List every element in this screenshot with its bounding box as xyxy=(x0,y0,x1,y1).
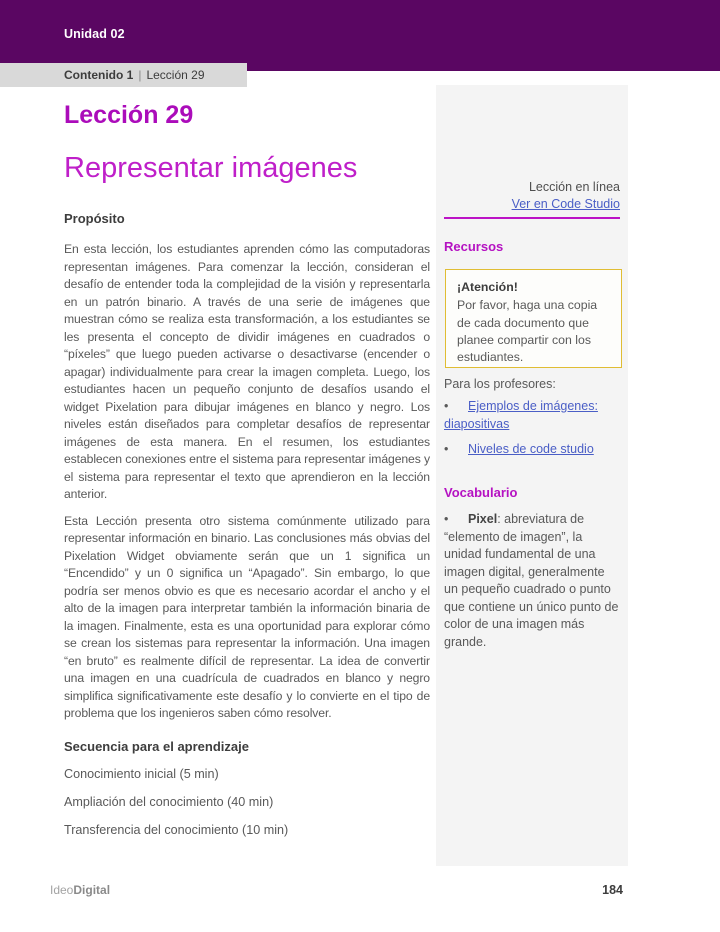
breadcrumb-separator: | xyxy=(138,68,142,82)
purpose-heading: Propósito xyxy=(64,211,125,226)
purpose-paragraph-1: En esta lección, los estudiantes aprenden cómo las computadoras representan imágenes. Para comenzar la lección, consideran el desafío de entender toda la complejidad de la visión y representarla en un patrón binario. A través de una serie de imágenes que muestran cómo se realiza esta transformación, a los estudiantes se les presenta el concepto de dividir imágenes en cuadrados o “píxeles” que luego pueden activarse o desactivarse (encender o apagar) individualmente para crear la imagen completa. Luego, los estudiantes hacen un pequeño conjunto de desafíos usando el widget Pixelation para dibujar imágenes en blanco y negro. Los niveles están diseñados para completar desafíos de representar imágenes de esta manera. En el resumen, los estudiantes establecen conexiones entre el sistema para representar imágenes y el sistema para representar el texto que aprendieron en la lección anterior. xyxy=(64,242,431,501)
bullet-icon: • xyxy=(444,399,449,413)
sidebar xyxy=(436,85,628,866)
unit-label: Unidad 02 xyxy=(64,27,125,41)
vocabulary-item xyxy=(444,511,620,651)
main-content xyxy=(64,0,430,932)
lesson-number-heading: Lección 29 xyxy=(64,101,194,129)
breadcrumb-lesson: Lección 29 xyxy=(146,68,205,82)
bullet-icon: • xyxy=(444,512,449,526)
attention-box xyxy=(445,269,622,368)
online-lesson-block xyxy=(444,179,620,213)
sequence-item-1: Conocimiento inicial (5 min) xyxy=(64,767,219,781)
sequence-heading: Secuencia para el aprendizaje xyxy=(64,739,249,754)
purpose-paragraph-2: Esta Lección presenta otro sistema comúnmente utilizado para representar información en binario. Las conclusiones más obvias del Pixelation Widget obviamente serán que un 1 significa un “Encendido” y un 0 significa un “Apagado”. Sin embargo, lo que podría ser menos obvio es que es necesario acordar el ancho y el alto de la imagen para interpretar también la información binaria de la imagen. Finalmente, esta es una oportunidad para explorar cómo se crean los sistemas para representar la información. Una imagen “en bruto” es realmente difícil de representar. La idea de convertir una imagen en una cuadrícula de cuadrados en blanco y negro simplifica significativamente este desafío y lo convierte en el tipo de problema que los ingenieros saben cómo resolver. xyxy=(64,513,430,720)
resources-heading: Recursos xyxy=(444,239,504,254)
sequence-item-3: Transferencia del conocimiento (10 min) xyxy=(64,823,289,837)
page-title: Representar imágenes xyxy=(64,152,358,184)
attention-body: Por favor, haga una copia de cada documento que planee compartir con los estudiantes. xyxy=(457,298,598,365)
page-number: 184 xyxy=(602,883,623,897)
vocabulary-heading: Vocabulario xyxy=(444,485,518,500)
vocab-definition: : abreviatura de “elemento de imagen”, la unidad fundamental de una imagen digital, generalmente un pequeño cuadrado o punto que contiene un único punto de color de una imagen más grande. xyxy=(444,512,619,649)
bullet-icon: • xyxy=(444,442,449,456)
sequence-item-2: Ampliación del conocimiento (40 min) xyxy=(64,795,274,809)
code-studio-link[interactable]: Ver en Code Studio xyxy=(511,197,620,211)
brand-logo xyxy=(50,883,110,897)
breadcrumb-section: Contenido 1 xyxy=(64,68,134,82)
teachers-label: Para los profesores: xyxy=(444,377,556,391)
teacher-link-ejemplos[interactable]: Ejemplos de imágenes: diapositivas xyxy=(444,399,598,431)
vocab-term: Pixel xyxy=(468,512,498,526)
purpose-body xyxy=(64,241,430,732)
magenta-divider xyxy=(444,217,620,219)
attention-title: ¡Atención! xyxy=(457,280,518,294)
teacher-link-niveles[interactable]: Niveles de code studio xyxy=(468,442,594,456)
online-lesson-label: Lección en línea xyxy=(528,180,620,194)
teacher-link-item xyxy=(444,398,620,433)
brand-ideo: Ideo xyxy=(50,883,74,897)
brand-digital: Digital xyxy=(73,883,111,897)
teacher-link-item xyxy=(444,441,620,459)
teacher-links-list xyxy=(444,398,620,467)
learning-sequence-section xyxy=(64,739,430,839)
